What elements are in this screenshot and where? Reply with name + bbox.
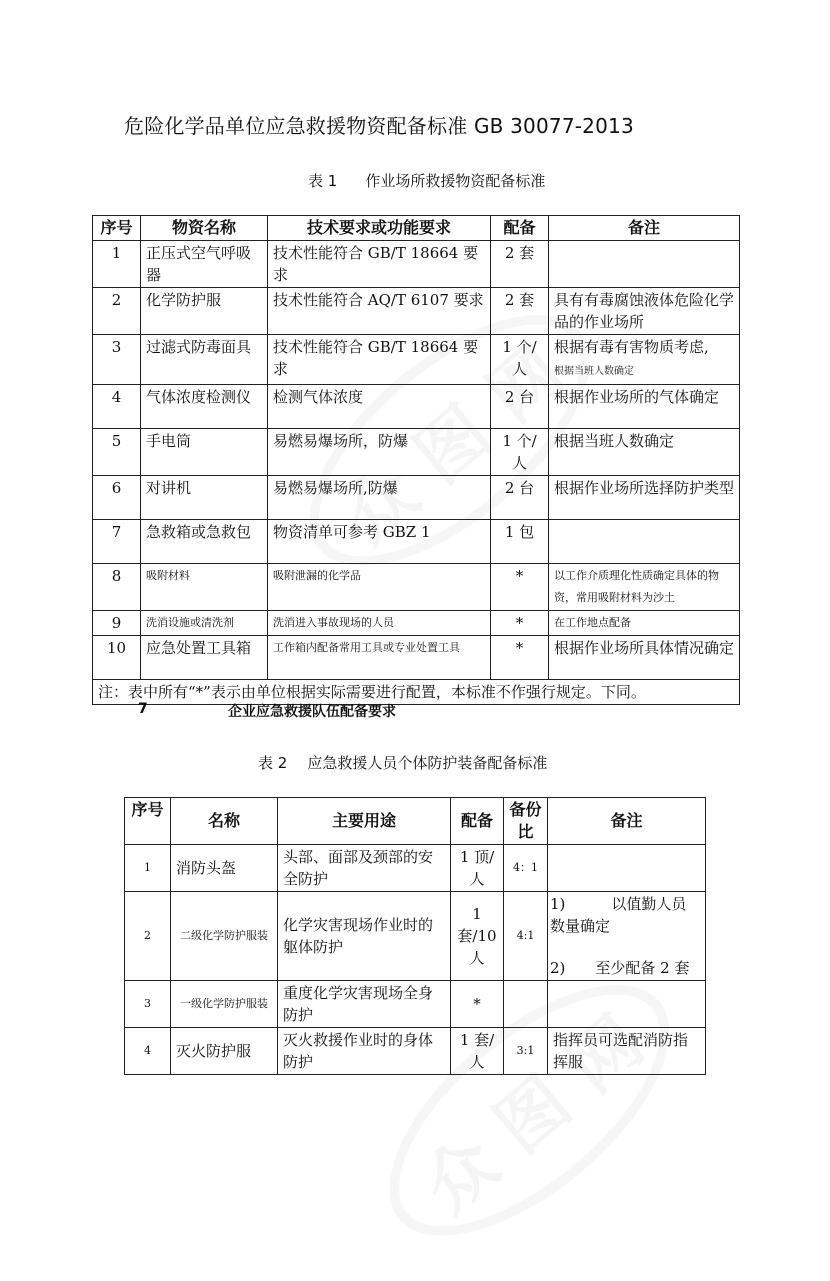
table-row (93, 241, 740, 288)
row-use: 头部、面部及颈部的安全防护 (278, 845, 451, 892)
row-name: 一级化学防护服装 (171, 981, 278, 1028)
table2-caption-number: 表 2 (258, 754, 288, 772)
table1-caption-number: 表 1 (308, 172, 338, 190)
row-name: 应急处置工具箱 (141, 636, 268, 680)
row-quantity: 1 套/10 人 (451, 892, 504, 981)
table-row (125, 1028, 706, 1075)
note-item-1-number: 1) (550, 895, 566, 913)
row-quantity: 2 台 (491, 385, 549, 429)
note-item-1-text: 以值勤人员数量确定 (550, 895, 687, 935)
row-requirement: 技术性能符合 GB/T 18664 要求 (268, 335, 491, 385)
row-note (549, 520, 740, 564)
table-row (93, 611, 740, 636)
row-name: 消防头盔 (171, 845, 278, 892)
row-use: 灭火救援作业时的身体防护 (278, 1028, 451, 1075)
row-name: 对讲机 (141, 476, 268, 520)
row-quantity: 2 套 (491, 241, 549, 288)
row-quantity: 1 顶/人 (451, 845, 504, 892)
row-name: 气体浓度检测仪 (141, 385, 268, 429)
col-header-use: 主要用途 (278, 798, 451, 845)
row-requirement: 技术性能符合 GB/T 18664 要求 (268, 241, 491, 288)
col-header-requirement: 技术要求或功能要求 (268, 216, 491, 241)
table1-caption-title: 作业场所救援物资配备标准 (365, 172, 546, 190)
note-item-2-text: 至少配备 2 套 (595, 959, 690, 977)
row-note: 根据作业场所选择防护类型 (549, 476, 740, 520)
row-note: 具有有毒腐蚀液体危险化学品的作业场所 (549, 288, 740, 335)
row-note: 根据作业场所的气体确定 (549, 385, 740, 429)
row-quantity: * (491, 564, 549, 611)
table-footnote-row (93, 680, 740, 705)
col-header-no: 序号 (125, 798, 171, 845)
row-note: 在工作地点配备 (549, 611, 740, 636)
row-requirement: 技术性能符合 AQ/T 6107 要求 (268, 288, 491, 335)
row-no: 4 (93, 385, 141, 429)
row-no: 7 (93, 520, 141, 564)
row-requirement: 吸附泄漏的化学品 (268, 564, 491, 611)
row-no: 9 (93, 611, 141, 636)
table-row (125, 845, 706, 892)
row-name: 过滤式防毒面具 (141, 335, 268, 385)
row-note (549, 335, 740, 385)
row-no: 1 (125, 845, 171, 892)
row-no: 5 (93, 429, 141, 476)
row-name: 二级化学防护服装 (171, 892, 278, 981)
col-header-quantity: 配备 (451, 798, 504, 845)
row-name: 手电筒 (141, 429, 268, 476)
row-note (548, 845, 706, 892)
table-header-row (125, 798, 706, 845)
row-no: 2 (93, 288, 141, 335)
row-note (549, 241, 740, 288)
row-quantity: * (491, 636, 549, 680)
row-requirement: 物资清单可参考 GBZ 1 (268, 520, 491, 564)
row-no: 3 (125, 981, 171, 1028)
table2-caption (258, 752, 547, 773)
row-requirement: 洗消进入事故现场的人员 (268, 611, 491, 636)
row-note (548, 892, 706, 981)
row-quantity: * (451, 981, 504, 1028)
row-note-line2: 根据当班人数确定 (554, 366, 634, 377)
row-note: 根据作业场所具体情况确定 (549, 636, 740, 680)
row-requirement: 工作箱内配备常用工具或专业处置工具 (268, 636, 491, 680)
table-row (93, 335, 740, 385)
table-row (125, 892, 706, 981)
row-quantity: 1 套/人 (451, 1028, 504, 1075)
table-row (93, 288, 740, 335)
table1-caption (308, 170, 545, 191)
table-footnote: 注：表中所有“*”表示由单位根据实际需要进行配置，本标准不作强行规定。下同。 (93, 680, 740, 705)
row-no: 3 (93, 335, 141, 385)
section-number: 7 (138, 701, 148, 717)
table-row (125, 981, 706, 1028)
row-no: 4 (125, 1028, 171, 1075)
row-name: 急救箱或急救包 (141, 520, 268, 564)
row-name: 洗消设施或清洗剂 (141, 611, 268, 636)
row-quantity: 1 个/人 (491, 335, 549, 385)
row-backup-ratio (504, 981, 548, 1028)
row-name: 正压式空气呼吸器 (141, 241, 268, 288)
col-header-name: 名称 (171, 798, 278, 845)
table-row (93, 636, 740, 680)
row-note-line1: 根据有毒有害物质考虑, (554, 338, 709, 356)
row-name: 灭火防护服 (171, 1028, 278, 1075)
row-note: 根据当班人数确定 (549, 429, 740, 476)
col-header-quantity: 配备 (491, 216, 549, 241)
col-header-no: 序号 (93, 216, 141, 241)
row-no: 10 (93, 636, 141, 680)
section-title: 企业应急救援队伍配备要求 (228, 704, 396, 720)
row-no: 2 (125, 892, 171, 981)
row-backup-ratio: 4:1 (504, 892, 548, 981)
row-backup-ratio: 3:1 (504, 1028, 548, 1075)
table-row (93, 429, 740, 476)
table-header-row (93, 216, 740, 241)
row-quantity: 2 套 (491, 288, 549, 335)
row-requirement: 易燃易爆场所,防爆 (268, 476, 491, 520)
row-no: 1 (93, 241, 141, 288)
row-backup-ratio: 4：1 (504, 845, 548, 892)
row-requirement: 检测气体浓度 (268, 385, 491, 429)
table-row (93, 564, 740, 611)
col-header-name: 物资名称 (141, 216, 268, 241)
row-name: 吸附材料 (141, 564, 268, 611)
row-use: 重度化学灾害现场全身防护 (278, 981, 451, 1028)
table-row (93, 385, 740, 429)
row-no: 6 (93, 476, 141, 520)
row-note: 指挥员可选配消防指挥服 (548, 1028, 706, 1075)
row-note (548, 981, 706, 1028)
col-header-note: 备注 (549, 216, 740, 241)
table2-caption-title: 应急救援人员个体防护装备配备标准 (307, 754, 548, 772)
table-row (93, 520, 740, 564)
row-requirement: 易燃易爆场所，防爆 (268, 429, 491, 476)
row-quantity: * (491, 611, 549, 636)
row-name: 化学防护服 (141, 288, 268, 335)
note-item-2 (550, 957, 700, 979)
row-quantity: 1 包 (491, 520, 549, 564)
note-item-1 (550, 893, 700, 937)
row-note: 以工作介质理化性质确定具体的物资，常用吸附材料为沙土 (549, 564, 740, 611)
protective-equipment-table (124, 797, 706, 1075)
note-item-2-number: 2) (550, 959, 566, 977)
col-header-note: 备注 (548, 798, 706, 845)
rescue-supplies-table (92, 215, 740, 705)
row-quantity: 1 个/人 (491, 429, 549, 476)
row-no: 8 (93, 564, 141, 611)
col-header-backup-ratio: 备份比 (504, 798, 548, 845)
document-title: 危险化学品单位应急救援物资配备标准 GB 30077-2013 (124, 114, 634, 138)
table-row (93, 476, 740, 520)
row-quantity: 2 台 (491, 476, 549, 520)
row-use: 化学灾害现场作业时的躯体防护 (278, 892, 451, 981)
